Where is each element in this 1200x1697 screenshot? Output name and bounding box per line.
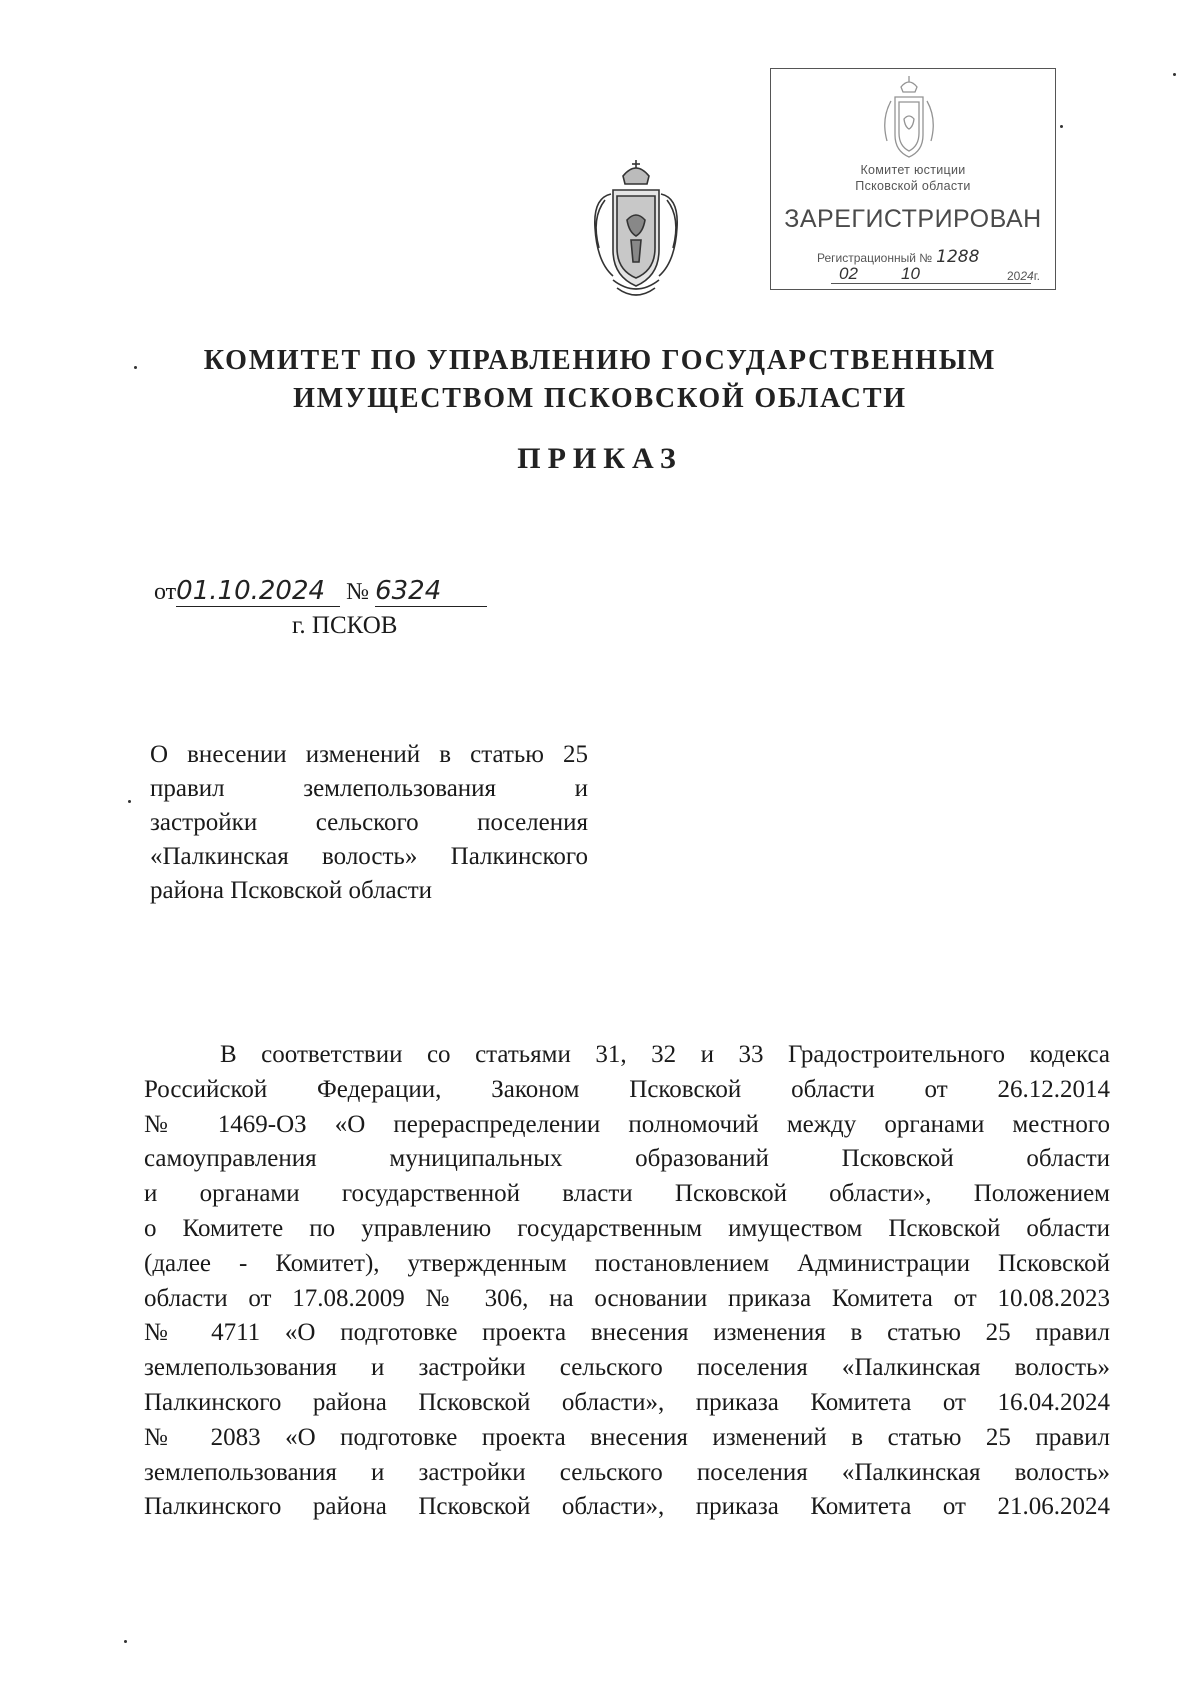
body-line: и органами государственной власти Псковской области», Положением [144, 1180, 1110, 1208]
stamp-status: ЗАРЕГИСТРИРОВАН [784, 205, 1042, 233]
organization-title-line2: ИМУЩЕСТВОМ ПСКОВСКОЙ ОБЛАСТИ [293, 383, 907, 414]
scan-speck [134, 366, 137, 369]
body-line: землепользования и застройки сельского поселения «Палкинская волость» [144, 1354, 1110, 1382]
subject-line: района Псковской области [150, 877, 433, 904]
stamp-year-prefix: 20 [1007, 269, 1021, 283]
body-line: самоуправления муниципальных образований Псковской области [144, 1145, 1110, 1173]
stamp-year-unit: г. [1033, 269, 1040, 283]
stamp-date-underline [831, 283, 1031, 284]
date-prefix: от [154, 579, 177, 605]
subject-line: О внесении изменений в статью 25 [150, 741, 588, 768]
subject-line: застройки сельского поселения [150, 809, 588, 836]
stamp-month: 10 [901, 264, 920, 283]
body-line: (далее - Комитет), утвержденным постановлением Администрации Псковской [144, 1249, 1110, 1277]
coat-of-arms-emblem [583, 158, 689, 304]
scan-speck [128, 800, 131, 803]
scan-speck [1173, 73, 1176, 76]
subject-line: правил землепользования и [150, 775, 588, 802]
body-line: № 1469-ОЗ «О перераспределении полномочий между органами местного [144, 1110, 1110, 1138]
scan-speck [124, 1640, 127, 1643]
document-type: ПРИКАЗ [517, 442, 683, 475]
stamp-year [1007, 269, 1040, 283]
organization-title [150, 342, 1050, 418]
body-line: области от 17.08.2009 № 306, на основании приказа Комитета от 10.08.2023 [144, 1284, 1110, 1312]
scan-speck [1060, 125, 1063, 128]
stamp-emblem-icon [877, 75, 941, 163]
city-name: г. ПСКОВ [292, 612, 398, 639]
stamp-reg-number: 1288 [936, 247, 980, 267]
body-line: землепользования и застройки сельского поселения «Палкинская волость» [144, 1458, 1110, 1486]
body-line: Палкинского района Псковской области», приказа Комитета от 21.06.2024 [144, 1493, 1110, 1521]
body-line: Российской Федерации, Законом Псковской области от 26.12.2014 [144, 1075, 1110, 1103]
order-subject [150, 738, 588, 908]
stamp-day: 02 [839, 264, 858, 283]
body-line: В соответствии со статьями 31, 32 и 33 Градостроительного кодекса [220, 1041, 1110, 1068]
stamp-reg-label: Регистрационный № [817, 251, 933, 265]
body-line: Палкинского района Псковской области», приказа Комитета от 16.04.2024 [144, 1388, 1110, 1416]
order-number: 6324 [375, 576, 487, 607]
subject-line: «Палкинская волость» Палкинского [150, 843, 588, 870]
registration-stamp [770, 68, 1056, 290]
order-date: 01.10.2024 [176, 576, 340, 607]
order-body [144, 1038, 1110, 1525]
organization-title-line1: КОМИТЕТ ПО УПРАВЛЕНИЮ ГОСУДАРСТВЕННЫМ [203, 345, 997, 376]
stamp-year-suffix: 24 [1020, 269, 1034, 283]
body-line: № 2083 «О подготовке проекта внесения изменений в статью 25 правил [144, 1423, 1110, 1451]
number-label: № [346, 579, 370, 605]
body-line: о Комитете по управлению государственным имуществом Псковской области [144, 1214, 1110, 1242]
stamp-org-line2: Псковской области [855, 179, 971, 193]
order-date-number [154, 576, 487, 607]
stamp-org-line1: Комитет юстиции [860, 163, 966, 177]
body-line: № 4711 «О подготовке проекта внесения изменения в статью 25 правил [144, 1319, 1110, 1347]
